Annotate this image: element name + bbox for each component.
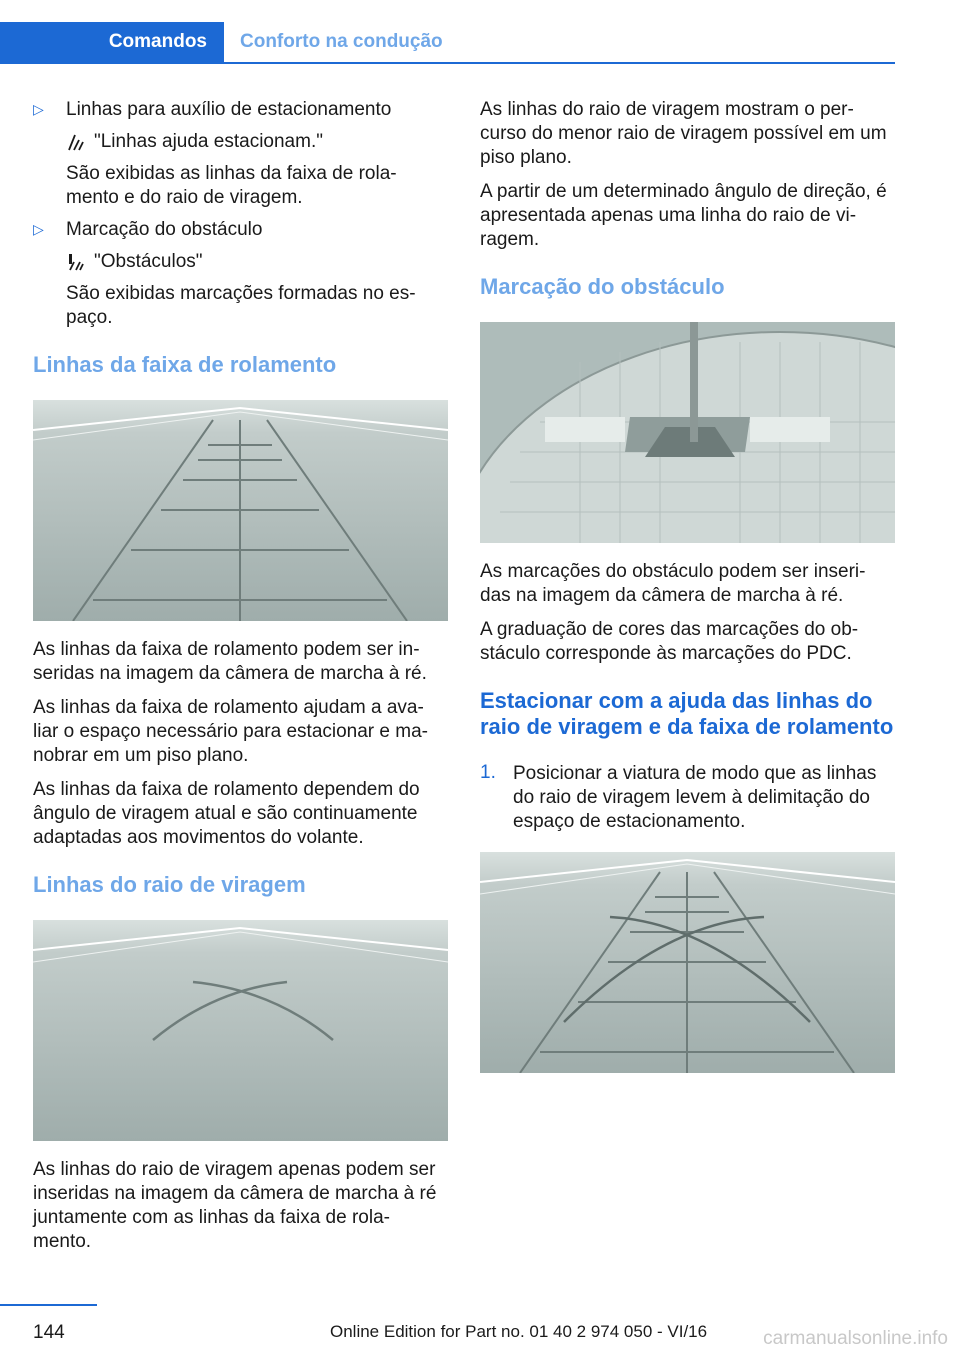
bullet-parking-lines <box>33 98 449 210</box>
paragraph: As marcações do obstáculo podem ser inseri- das na imagem da câmera de marcha à ré. <box>480 561 866 606</box>
bullet-obstacle <box>33 218 449 330</box>
figure-turning-radius <box>33 920 448 1141</box>
bullet-desc: São exibidas marcações formadas no es- paço. <box>66 283 416 328</box>
right-column <box>480 98 896 1090</box>
edition-line: Online Edition for Part no. 01 40 2 974 050 - VI/16 <box>330 1322 708 1341</box>
paragraph: As linhas da faixa de rolamento dependem do ângulo de viragem atual e são continuamente adaptadas aos movimentos do volante. <box>33 779 420 848</box>
paragraph: As linhas da faixa de rolamento podem ser in- seridas na imagem da câmera de marcha à ré. <box>33 639 427 684</box>
paragraph: As linhas do raio de viragem apenas podem ser inseridas na imagem da câmera de marcha à ré juntamente com as linhas da faixa de rola- mento. <box>33 1159 437 1252</box>
step-text: Posicionar a viatura de modo que as linhas do raio de viragem levem à delimitação do espaço de estacionamento. <box>513 763 877 832</box>
bullet-desc: São exibidas as linhas da faixa de rola- mento e do raio de viragem. <box>66 163 397 208</box>
paragraph: As linhas do raio de viragem mostram o per- curso do menor raio de viragem possível em um piso plano. <box>480 99 887 168</box>
obstacle-icon <box>66 252 86 272</box>
step-1 <box>480 762 896 834</box>
paragraph: As linhas da faixa de rolamento ajudam a ava- liar o espaço necessário para estacionar e ma- nobrar em um piso plano. <box>33 697 428 766</box>
option-line <box>66 250 449 274</box>
option-line <box>66 130 449 154</box>
section-tab-comandos: Comandos <box>0 22 224 62</box>
section-tab-conforto: Conforto na condução <box>240 31 443 52</box>
paragraph: A graduação de cores das marcações do ob- stáculo corresponde às marcações do PDC. <box>480 619 859 664</box>
triangle-right-icon: ▷ <box>33 101 44 117</box>
heading-estacionar: Estacionar com a ajuda das linhas do raio de viragem e da faixa de rolamento <box>480 688 894 739</box>
option-text: "Linhas ajuda estacionam." <box>94 131 323 152</box>
footer-divider <box>0 1304 97 1306</box>
watermark: carmanualsonline.info <box>763 1328 948 1349</box>
figure-combined-lines <box>480 852 895 1073</box>
option-text: "Obstáculos" <box>94 251 203 272</box>
figure-lane-lines <box>33 400 448 621</box>
left-column <box>33 98 449 1264</box>
triangle-right-icon: ▷ <box>33 221 44 237</box>
heading-faixa: Linhas da faixa de rolamento <box>33 352 337 377</box>
bullet-title: Linhas para auxílio de estacionamento <box>66 99 392 120</box>
bullet-title: Marcação do obstáculo <box>66 219 263 240</box>
page-header <box>0 22 895 64</box>
heading-raio: Linhas do raio de viragem <box>33 872 306 897</box>
paragraph: A partir de um determinado ângulo de direção, é apresentada apenas uma linha do raio de vi- ragem. <box>480 181 887 250</box>
heading-obstaculo: Marcação do obstáculo <box>480 274 725 299</box>
figure-obstacle-marking <box>480 322 895 543</box>
page-number: 144 <box>33 1322 65 1343</box>
parking-lines-icon <box>66 132 86 152</box>
step-number: 1. <box>480 762 496 783</box>
